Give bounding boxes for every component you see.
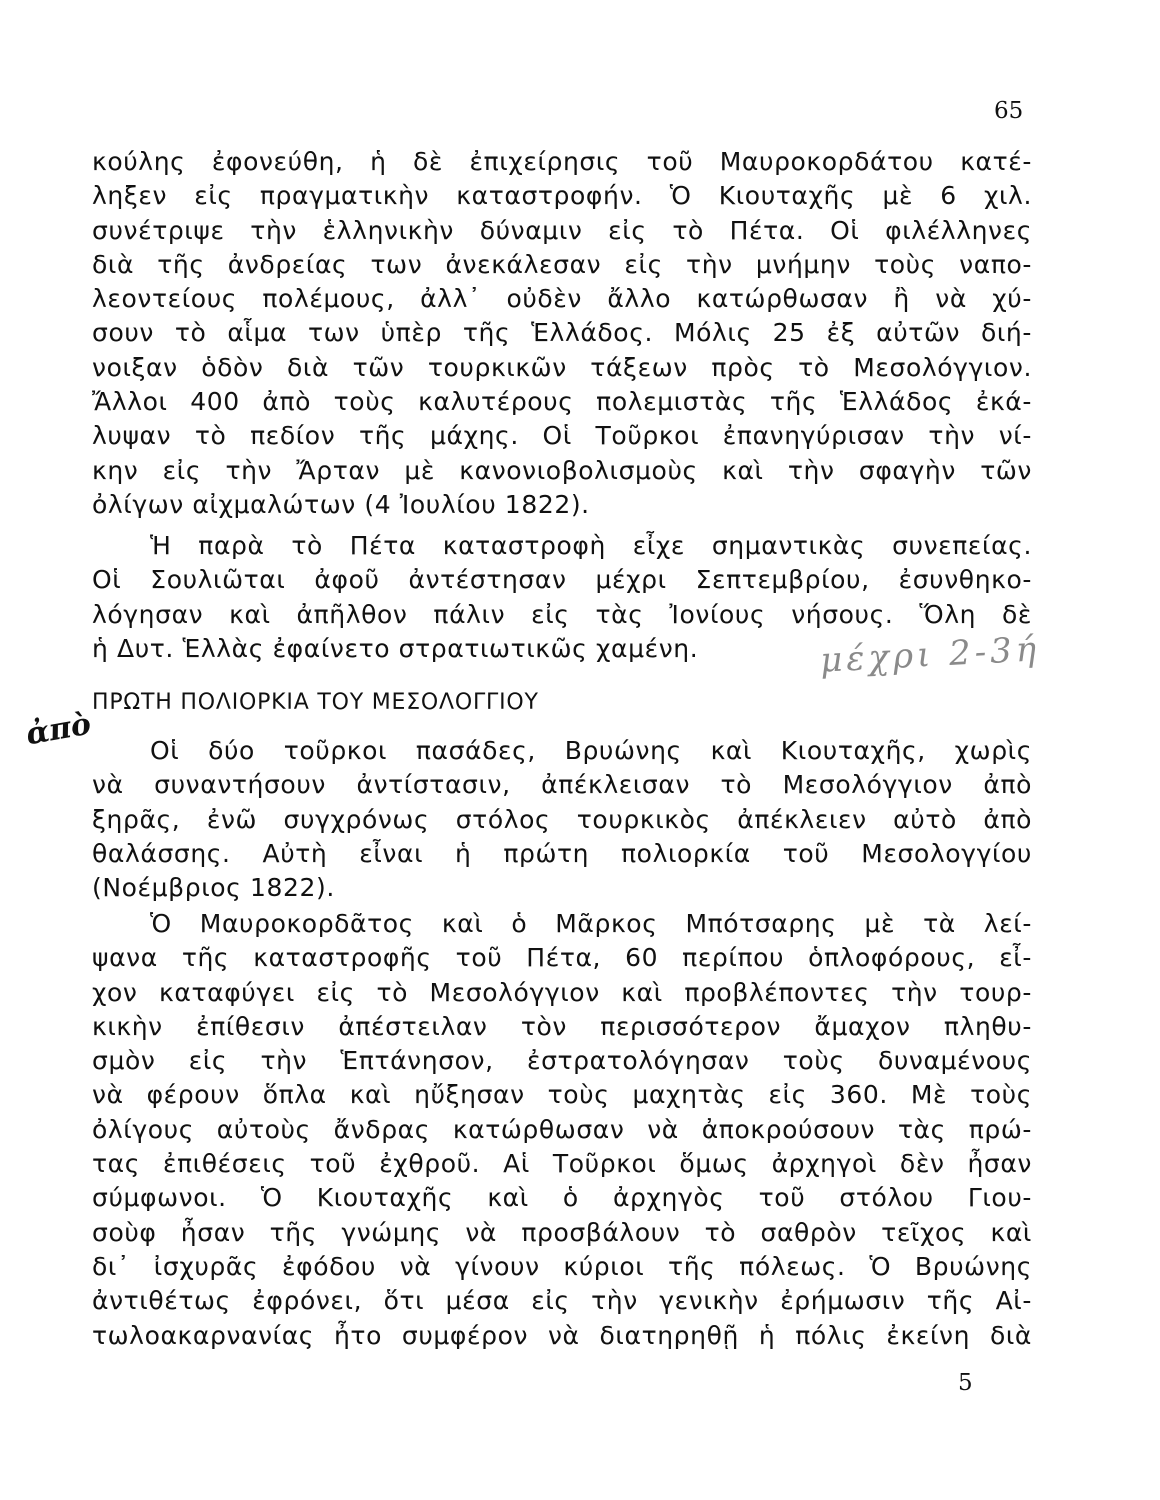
text-line: συνέτριψε τὴν ἑλληνικὴν δύναμιν εἰς τὸ Πέτα. Οἱ φιλέλληνες [92, 215, 1032, 245]
paragraph-3 [92, 734, 1032, 905]
text-line: νὰ φέρουν ὅπλα καὶ ηὔξησαν τοὺς μαχητὰς εἰς 360. Μὲ τοὺς [92, 1080, 1032, 1110]
text-line: Οἱ δύο τοῦρκοι πασάδες, Βρυώνης καὶ Κιουταχῆς, χωρὶς [150, 736, 1032, 765]
text-line: νοιξαν ὁδὸν διὰ τῶν τουρκικῶν τάξεων πρὸς τὸ Μεσολόγγιον. [92, 352, 1032, 382]
text-line: κην εἰς τὴν Ἄρταν μὲ κανονιοβολισμοὺς καὶ τὴν σφαγὴν τῶν [92, 455, 1032, 485]
text-line: Οἱ Σουλιῶται ἀφοῦ ἀντέστησαν μέχρι Σεπτεμβρίου, ἐσυνθηκο- [92, 565, 1032, 595]
text-line: (Νοέμβριος 1822). [92, 873, 335, 903]
text-line: ἀντιθέτως ἐφρόνει, ὅτι μέσα εἰς τὴν γενικὴν ἐρήμωσιν τῆς Αἰ- [92, 1286, 1032, 1316]
text-line: σοὺφ ἦσαν τῆς γνώμης νὰ προσβάλουν τὸ σαθρὸν τεῖχος καὶ [92, 1217, 1032, 1247]
text-line: σύμφωνοι. Ὁ Κιουταχῆς καὶ ὁ ἀρχηγὸς τοῦ στόλου Γιου- [92, 1183, 1032, 1213]
section-heading: ΠΡΩΤΗ ΠΟΛΙΟΡΚΙΑ ΤΟΥ ΜΕΣΟΛΟΓΓΙΟΥ [92, 690, 539, 715]
text-line: χον καταφύγει εἰς τὸ Μεσολόγγιον καὶ προβλέποντες τὴν τουρ- [92, 977, 1032, 1007]
text-line: κικὴν ἐπίθεσιν ἀπέστειλαν τὸν περισσότερον ἄμαχον πληθυ- [92, 1011, 1032, 1041]
text-line: λεοντείους πολέμους, ἀλλ᾽ οὐδὲν ἄλλο κατώρθωσαν ἢ νὰ χύ- [92, 284, 1032, 314]
text-line: λόγησαν καὶ ἀπῆλθον πάλιν εἰς τὰς Ἰονίους νήσους. Ὅλη δὲ [92, 599, 1032, 629]
text-line: νὰ συναντήσουν ἀντίστασιν, ἀπέκλεισαν τὸ Μεσολόγγιον ἀπὸ [92, 770, 1032, 800]
text-line: τας ἐπιθέσεις τοῦ ἐχθροῦ. Αἱ Τοῦρκοι ὅμως ἀρχηγοὶ δὲν ἦσαν [92, 1149, 1032, 1179]
text-line: ψανα τῆς καταστροφῆς τοῦ Πέτα, 60 περίπου ὁπλοφόρους, εἶ- [92, 943, 1032, 973]
text-line: λυψαν τὸ πεδίον τῆς μάχης. Οἱ Τοῦρκοι ἐπανηγύρισαν τὴν νί- [92, 421, 1032, 451]
text-line: θαλάσσης. Αὐτὴ εἶναι ἡ πρώτη πολιορκία τοῦ Μεσολογγίου [92, 838, 1032, 868]
text-line: ληξεν εἰς πραγματικὴν καταστροφήν. Ὁ Κιουταχῆς μὲ 6 χιλ. [92, 181, 1032, 211]
paragraph-4 [92, 907, 1032, 1353]
text-line: σμὸν εἰς τὴν Ἑπτάνησον, ἐστρατολόγησαν τοὺς δυναμένους [92, 1046, 1032, 1076]
text-line: διὰ τῆς ἀνδρείας των ἀνεκάλεσαν εἰς τὴν μνήμην τοὺς ναπο- [92, 249, 1032, 279]
text-line: ὀλίγων αἰχμαλώτων (4 Ἰουλίου 1822). [92, 489, 590, 519]
handwritten-margin-scribble: ἀπὸ [23, 706, 94, 753]
paragraph-1 [92, 145, 1032, 522]
text-line: ἡ Δυτ. Ἑλλὰς ἐφαίνετο στρατιωτικῶς χαμένη. [92, 633, 699, 663]
text-line: ὀλίγους αὐτοὺς ἄνδρας κατώρθωσαν νὰ ἀποκρούσουν τὰς πρώ- [92, 1114, 1032, 1144]
handwritten-margin-note: μέχρι 2-3ή [819, 629, 1042, 681]
text-line: τωλοακαρνανίας ἦτο συμφέρον νὰ διατηρηθῇ ἡ πόλις ἐκείνη διὰ [92, 1320, 1032, 1350]
text-line: Ὁ Μαυροκορδᾶτος καὶ ὁ Μᾶρκος Μπότσαρης μὲ τὰ λεί- [150, 909, 1032, 938]
text-line: ξηρᾶς, ἐνῶ συγχρόνως στόλος τουρκικὸς ἀπέκλειεν αὐτὸ ἀπὸ [92, 804, 1032, 834]
footer-number: 5 [958, 1370, 973, 1396]
text-line: Ἄλλοι 400 ἀπὸ τοὺς καλυτέρους πολεμιστὰς τῆς Ἑλλάδος ἐκά- [92, 387, 1032, 417]
text-line: σουν τὸ αἷμα των ὑπὲρ τῆς Ἑλλάδος. Μόλις 25 ἐξ αὐτῶν διή- [92, 318, 1032, 348]
page-number: 65 [994, 98, 1024, 124]
text-line: Ἡ παρὰ τὸ Πέτα καταστροφὴ εἶχε σημαντικὰς συνεπείας. [150, 531, 1032, 560]
text-line: κούλης ἐφονεύθη, ἡ δὲ ἐπιχείρησις τοῦ Μαυροκορδάτου κατέ- [92, 147, 1032, 176]
text-line: δι᾽ ἰσχυρᾶς ἐφόδου νὰ γίνουν κύριοι τῆς πόλεως. Ὁ Βρυώνης [92, 1251, 1032, 1281]
